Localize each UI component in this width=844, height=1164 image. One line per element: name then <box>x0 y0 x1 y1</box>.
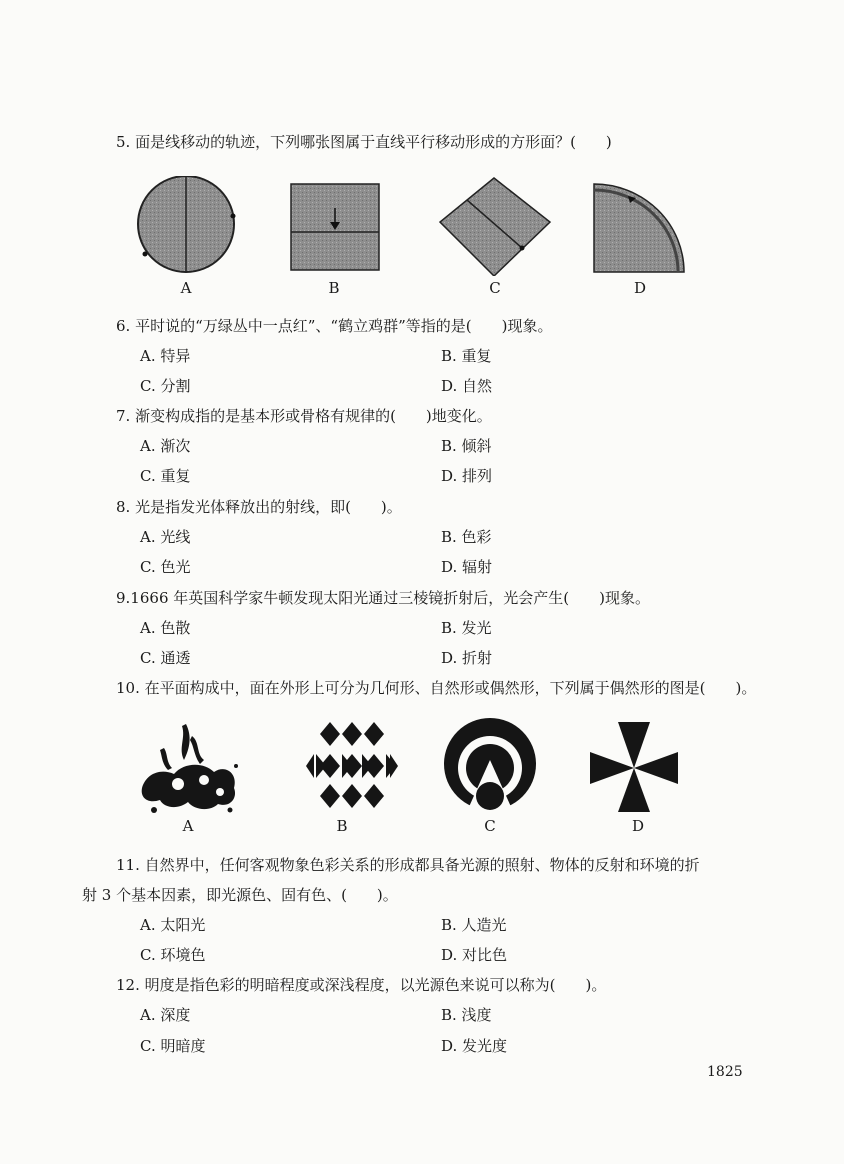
q5-figures <box>130 176 700 276</box>
q12-stem: 12. 明度是指色彩的明暗程度或深浅程度，以光源色来说可以称为( )。 <box>116 976 607 994</box>
q8-option-a: A. 光线 <box>140 528 191 546</box>
q11-option-a: A. 太阳光 <box>140 916 206 934</box>
q6-stem: 6. 平时说的“万绿丛中一点红”、“鹤立鸡群”等指的是( )现象。 <box>116 317 553 335</box>
q11-option-c: C. 环境色 <box>140 946 206 964</box>
q10-label-d: D <box>631 817 645 835</box>
q8-option-b: B. 色彩 <box>441 528 492 546</box>
q10-label-c: C <box>484 817 496 835</box>
q9-option-b: B. 发光 <box>441 619 492 637</box>
q10-label-a: A <box>182 817 194 835</box>
q8-option-c: C. 色光 <box>140 558 191 576</box>
q11-option-b: B. 人造光 <box>441 916 507 934</box>
q5-stem: 5. 面是线移动的轨迹，下列哪张图属于直线平行移动形成的方形面？( ) <box>116 133 612 151</box>
q9-option-d: D. 折射 <box>441 649 493 667</box>
q10-figures <box>134 718 714 818</box>
q7-option-a: A. 渐次 <box>140 437 191 455</box>
q10-figure-b <box>306 722 398 808</box>
q11-stem-line2: 射 3 个基本因素，即光源色、固有色、( )。 <box>82 886 398 904</box>
q11-option-d: D. 对比色 <box>441 946 508 964</box>
q9-option-a: A. 色散 <box>140 619 191 637</box>
q5-label-a: A <box>180 279 192 297</box>
q5-label-c: C <box>489 279 501 297</box>
q12-option-b: B. 浅度 <box>441 1006 492 1024</box>
q10-figure-a <box>142 724 238 813</box>
q5-label-d: D <box>633 279 647 297</box>
q10-figure-c <box>444 718 536 818</box>
page-number: 1825 <box>707 1064 743 1080</box>
q5-figure-b <box>291 184 379 270</box>
q10-stem: 10. 在平面构成中，面在外形上可分为几何形、自然形或偶然形，下列属于偶然形的图是( )。 <box>116 679 757 697</box>
q6-option-d: D. 自然 <box>441 377 493 395</box>
q12-option-d: D. 发光度 <box>441 1037 508 1055</box>
q10-figure-d <box>590 722 678 812</box>
q12-option-a: A. 深度 <box>140 1006 191 1024</box>
q8-stem: 8. 光是指发光体释放出的射线，即( )。 <box>116 498 402 516</box>
q7-option-b: B. 倾斜 <box>441 437 492 455</box>
q8-option-d: D. 辐射 <box>441 558 493 576</box>
q9-option-c: C. 通透 <box>140 649 191 667</box>
q5-figure-a <box>138 176 236 272</box>
q7-option-d: D. 排列 <box>441 467 493 485</box>
q7-option-c: C. 重复 <box>140 467 191 485</box>
q6-option-a: A. 特异 <box>140 347 191 365</box>
q6-option-b: B. 重复 <box>441 347 492 365</box>
q5-figure-c <box>440 178 550 276</box>
q9-stem: 9.1666 年英国科学家牛顿发现太阳光通过三棱镜折射后，光会产生( )现象。 <box>116 589 650 607</box>
q5-figure-d <box>594 184 684 272</box>
q5-label-b: B <box>328 279 340 297</box>
q6-option-c: C. 分割 <box>140 377 191 395</box>
q12-option-c: C. 明暗度 <box>140 1037 206 1055</box>
q11-stem-line1: 11. 自然界中，任何客观物象色彩关系的形成都具备光源的照射、物体的反射和环境的折 <box>116 856 700 874</box>
q10-label-b: B <box>336 817 348 835</box>
q7-stem: 7. 渐变构成指的是基本形或骨格有规律的( )地变化。 <box>116 407 492 425</box>
